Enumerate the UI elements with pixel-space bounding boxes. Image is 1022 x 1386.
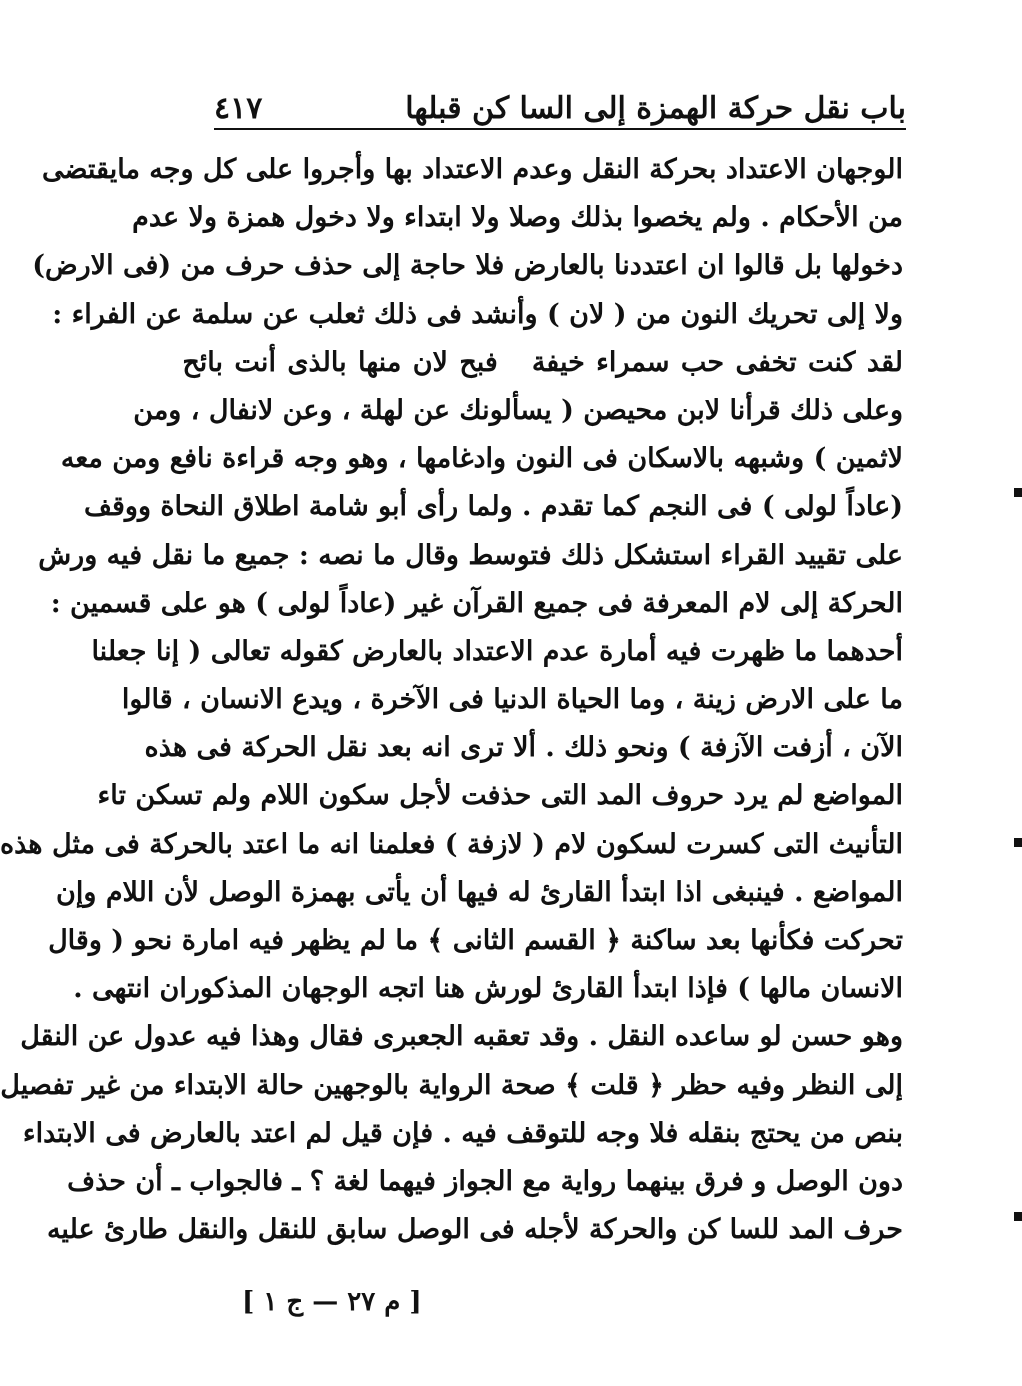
text-line: أحدهما ما ظهرت فيه أمارة عدم الاعتداد بالعارض كقوله تعالى ( إنا جعلنا — [91, 635, 903, 667]
text-line: وعلى ذلك قرأنا لابن محيصن ( يسألونك عن لهلة ، وعن لانفال ، ومن — [133, 394, 903, 426]
margin-mark — [1014, 488, 1022, 497]
running-title: باب نقل حركة الهمزة إلى السا كن قبلها — [405, 91, 906, 126]
text-line: وهو حسن لو ساعده النقل . وقد تعقبه الجعبرى فقال وهذا فيه عدول عن النقل — [20, 1021, 903, 1053]
text-line: على تقييد القراء استشكل ذلك فتوسط وقال ما نصه : جميع ما نقل فيه ورش — [38, 539, 903, 571]
signature-mark: [ م ٢٧ — ج ١ ] — [242, 1287, 422, 1317]
text-line: ما على الارض زينة ، وما الحياة الدنيا فى الآخرة ، ويدع الانسان ، قالوا — [121, 684, 903, 716]
text-line: (عاداً لولى ) فى النجم كما تقدم . ولما رأى أبو شامة اطلاق النحاة ووقف — [84, 491, 903, 523]
verse-hemistich-1: لقد كنت تخفى حب سمراء خيفة — [531, 346, 903, 378]
text-line: الحركة إلى لام المعرفة فى جميع القرآن غير (عاداً لولى ) هو على قسمين : — [50, 587, 903, 619]
margin-mark — [1014, 838, 1022, 847]
text-line: بنص من يحتج بنقله فلا وجه للتوقف فيه . فإن قيل لم اعتد بالعارض فى الابتداء — [22, 1117, 903, 1149]
text-line: الانسان مالها ) فإذا ابتدأ القارئ لورش هنا اتجه الوجهان المذكوران انتهى . — [73, 973, 903, 1005]
text-line: لاثمين ) وشبهه بالاسكان فى النون وادغامها ، وهو وجه قراءة نافع ومن معه — [60, 443, 903, 475]
text-line: دخولها بل قالوا ان اعتددنا بالعارض فلا حاجة إلى حذف حرف من (فى الارض) — [32, 250, 903, 282]
page-number: ٤١٧ — [214, 91, 263, 126]
verse-line — [182, 339, 903, 387]
text-line: من الأحكام . ولم يخصوا بذلك وصلا ولا ابتداء ولا دخول همزة ولا عدم — [132, 202, 903, 234]
text-line: حرف المد للسا كن والحركة لأجله فى الوصل سابق للنقل والنقل طارئ عليه — [46, 1214, 903, 1246]
header-rule — [214, 128, 906, 130]
text-line: تحركت فكأنها بعد ساكنة ﴿ القسم الثانى ﴾ ما لم يظهر فيه امارة نحو ( وقال — [48, 925, 903, 956]
text-line: المواضع . فينبغى اذا ابتدأ القارئ له فيها أن يأتى بهمزة الوصل لأن اللام وإن — [56, 876, 903, 908]
text-line: الوجهان الاعتداد بحركة النقل وعدم الاعتداد بها وأجروا على كل وجه مايقتضى — [41, 154, 903, 185]
verse-hemistich-2: فبح لان منها بالذى أنت بائح — [182, 346, 498, 378]
margin-mark — [1014, 1212, 1022, 1221]
text-line: الآن ، أزفت الآزفة ) ونحو ذلك . ألا ترى انه بعد نقل الحركة فى هذه — [144, 732, 903, 764]
text-line: التأنيث التى كسرت لسكون لام ( لازفة ) فعلمنا انه ما اعتد بالحركة فى مثل هذه — [0, 828, 903, 860]
text-line: إلى النظر وفيه حظر ﴿ قلت ﴾ صحة الرواية بالوجهين حالة الابتداء من غير تفصيل — [0, 1069, 903, 1101]
body-text — [0, 146, 903, 1254]
text-line: دون الوصل و فرق بينهما رواية مع الجواز فيهما لغة ؟ ـ فالجواب ـ أن حذف — [67, 1165, 903, 1197]
text-line: المواضع لم يرد حروف المد التى حذفت لأجل سكون اللام ولم تسكن تاء — [97, 780, 903, 812]
text-line: ولا إلى تحريك النون من ( لان ) وأنشد فى ذلك ثعلب عن سلمة عن الفراء : — [52, 298, 903, 330]
page-header — [214, 78, 906, 124]
